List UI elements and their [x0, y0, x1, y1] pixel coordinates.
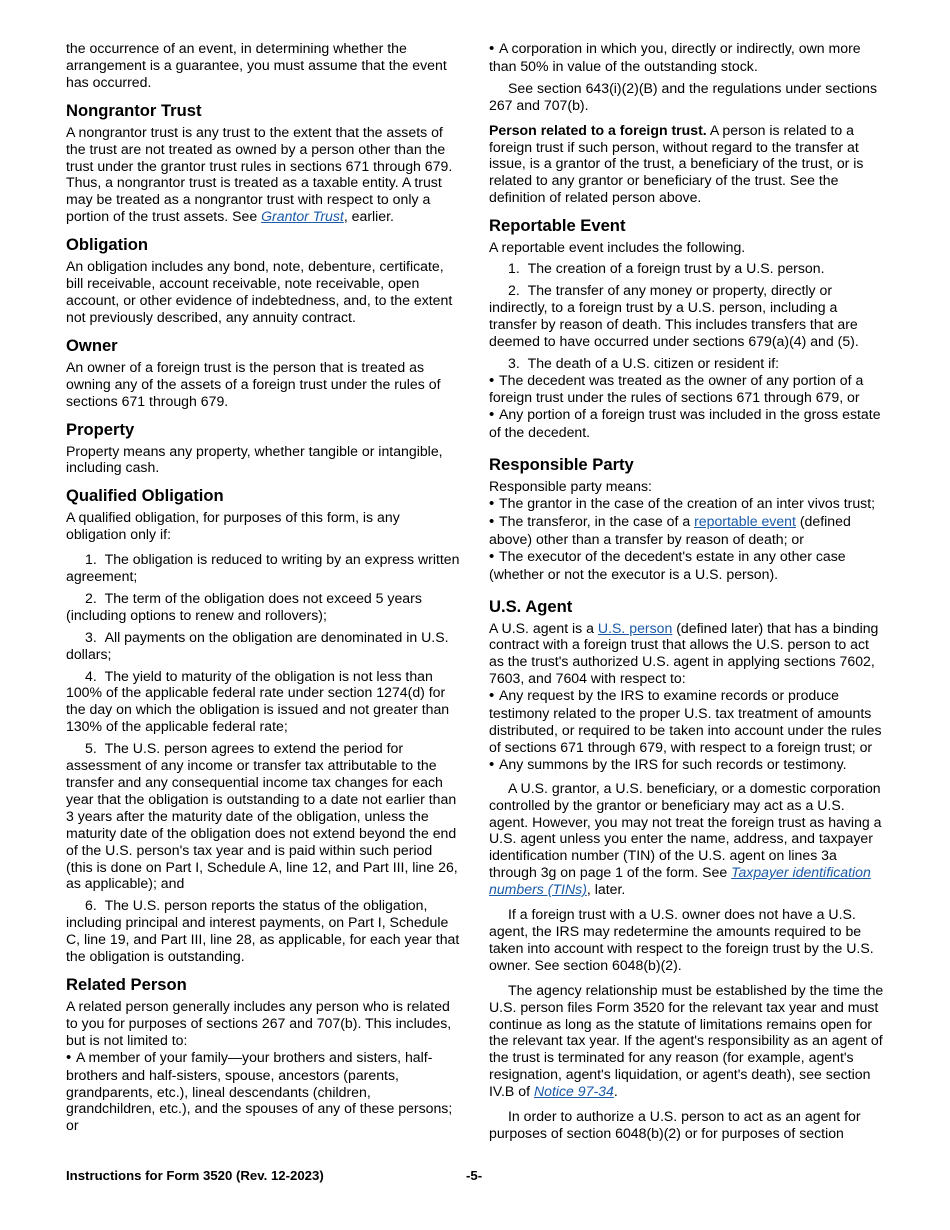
notice-97-34-link[interactable]: Notice 97-34	[533, 1083, 614, 1100]
related-bullet-corporation: • A corporation in which you, directly or indirectly, own more than 50% in value of the outstanding stock.	[489, 40, 885, 75]
reportable-event-link[interactable]: reportable event	[694, 512, 796, 529]
reportable-item-1: 1. The creation of a foreign trust by a U.S. person.	[508, 260, 825, 277]
heading-reportable-event: Reportable Event	[489, 216, 626, 236]
section-reportable-event	[489, 216, 885, 441]
person-related-label: Person related to a foreign trust.	[489, 121, 707, 138]
section-related-person	[66, 975, 462, 1134]
us-agent-para-1-a: A U.S. grantor, a U.S. beneficiary, or a domestic corporation controlled by the grantor or beneficiary may act as a U.S. agent. However, you may not treat the foreign trust as having a U.S. agent unless you enter the name, address, and taxpayer identification number (TIN) of the U.S. agent on lines 3a through 3g on page 1 of the form. See	[489, 779, 882, 881]
heading-nongrantor-trust: Nongrantor Trust	[66, 100, 202, 120]
reportable-item-2: 2. The transfer of any money or property, directly or indirectly, to a foreign trust by a U.S. person, including a transfer by reason of death. This includes transfers that are deemed to have occurred under sections 679(a)(4) and (5).	[489, 281, 859, 349]
qualified-item-2: 2. The term of the obligation does not exceed 5 years (including options to renew and rollovers);	[66, 589, 422, 623]
intro-paragraph: the occurrence of an event, in determining whether the arrangement is a guarantee, you must assume that the event has occurred.	[66, 40, 447, 90]
us-agent-para-2: If a foreign trust with a U.S. owner does not have a U.S. agent, the IRS may redetermine the amounts required to be taken into account with respect to the foreign trust by the U.S. owner. See section 6048(b)(2).	[489, 906, 874, 973]
responsible-intro: Responsible party means:	[489, 478, 652, 495]
related-bullet-family: • A member of your family—your brothers and sisters, half-brothers and half-sisters, spouse, ancestors (parents, grandparents, etc.), lineal descendants (children, grandchildren, etc.), and the spouses of any of these persons; or	[66, 1049, 462, 1135]
us-agent-para-1-b: , later.	[586, 881, 626, 898]
grantor-trust-link[interactable]: Grantor Trust	[261, 208, 344, 225]
obligation-body: An obligation includes any bond, note, debenture, certificate, bill receivable, account receivable, note receivable, open account, or other evidence of indebtedness, and, to the extent not previously described, any annuity contract.	[66, 258, 453, 325]
us-agent-intro-b: (defined later) that has a binding contract with a foreign trust that allows the U.S. person to act as the trust's authorized U.S. agent in applying sections 7602, 7603, and 7604 with respect to:	[489, 619, 879, 687]
us-agent-para-1	[489, 780, 885, 898]
us-agent-para-3-b: .	[613, 1083, 618, 1100]
qualified-item-1: 1. The obligation is reduced to writing by an express written agreement;	[66, 551, 460, 585]
us-agent-intro-a: A U.S. agent is a	[489, 619, 598, 636]
qualified-intro: A qualified obligation, for purposes of this form, is any obligation only if:	[66, 509, 400, 543]
heading-us-agent: U.S. Agent	[489, 596, 573, 616]
footer-form-title: Instructions for Form 3520 (Rev. 12-2023)	[66, 1168, 324, 1183]
responsible-bullet-2-a: The transferor, in the case of a	[499, 512, 695, 529]
nongrantor-text-a: A nongrantor trust is any trust to the extent that the assets of the trust are not treated as owned by a person other than the trust under the grantor trust rules in sections 671 through 679. Thus, a nongrantor trust is treated as a taxable entity. A trust may be treated as a nongrantor trust with respect to only a portion of the trust assets. See	[66, 123, 453, 225]
related-intro: A related person generally includes any person who is related to you for purposes of sections 267 and 707(b). This includes, but is not limited to:	[66, 997, 452, 1048]
us-agent-para-3	[489, 982, 885, 1100]
us-agent-bullet-2: • Any summons by the IRS for such records or testimony.	[489, 756, 885, 774]
section-property	[66, 420, 462, 477]
heading-obligation: Obligation	[66, 235, 149, 255]
right-column	[489, 40, 885, 1150]
responsible-bullet-3: • The executor of the decedent's estate in any other case (whether or not the executor is a U.S. person).	[489, 548, 885, 583]
responsible-bullet-1: • The grantor in the case of the creation of an inter vivos trust;	[489, 495, 885, 513]
nongrantor-body	[66, 124, 462, 225]
heading-related-person: Related Person	[66, 974, 187, 994]
nongrantor-text-b: , earlier.	[343, 208, 394, 225]
see-section-paragraph: See section 643(i)(2)(B) and the regulations under sections 267 and 707(b).	[489, 79, 877, 113]
qualified-item-3: 3. All payments on the obligation are denominated in U.S. dollars;	[66, 628, 449, 662]
us-person-link[interactable]: U.S. person	[597, 619, 673, 636]
section-us-agent	[489, 597, 885, 1142]
us-agent-para-3-a: The agency relationship must be established by the time the U.S. person files Form 3520 for the relevant tax year and must continue as long as the statute of limitations remains open for the relevant tax year. If the agent's responsibility as an agent of the trust is terminated for any reason (for example, agent's resignation, agent's liquidation, or agent's death), see section IV.B of	[489, 981, 884, 1100]
owner-body: An owner of a foreign trust is the person that is treated as owning any of the assets of a foreign trust under the rules of sections 671 through 679.	[66, 358, 441, 409]
reportable-item-3: 3. The death of a U.S. citizen or resident if:	[508, 354, 780, 371]
property-body: Property means any property, whether tangible or intangible, including cash.	[66, 442, 443, 476]
section-obligation	[66, 235, 462, 326]
reportable-bullet-2: • Any portion of a foreign trust was included in the gross estate of the decedent.	[489, 406, 885, 441]
section-nongrantor-trust	[66, 101, 462, 225]
heading-property: Property	[66, 419, 135, 439]
qualified-item-4: 4. The yield to maturity of the obligation is not less than 100% of the applicable federal rate under section 1274(d) for the day on which the obligation is issued and not greater than 130% of the applicable federal rate;	[66, 667, 450, 735]
reportable-intro: A reportable event includes the following.	[489, 239, 746, 256]
tin-link[interactable]: Taxpayer identification numbers (TINs)	[489, 864, 871, 898]
person-related-body: A person is related to a foreign trust if such person, without regard to the transfer at issue, is a grantor of the trust, a beneficiary of the trust, or is related to any grantor or beneficiary of the trust. See the definition of related person above.	[489, 121, 864, 206]
heading-qualified-obligation: Qualified Obligation	[66, 486, 224, 506]
heading-responsible-party: Responsible Party	[489, 455, 634, 475]
left-column	[66, 40, 462, 1134]
responsible-bullet-2-b: (defined above) other than a transfer by reason of death; or	[489, 512, 851, 547]
footer-page-number: -5-	[466, 1168, 483, 1183]
responsible-bullet-2	[489, 513, 885, 548]
qualified-item-6: 6. The U.S. person reports the status of the obligation, including principal and interest payments, on Part I, Schedule C, line 19, and Part III, line 28, as applicable, for each year that the obligation is outstanding.	[66, 897, 460, 965]
reportable-bullet-1: • The decedent was treated as the owner of any portion of a foreign trust under the rules of sections 671 through 679, or	[489, 372, 885, 407]
us-agent-para-4: In order to authorize a U.S. person to act as an agent for purposes of section 6048(b)(2) or for purposes of section	[489, 1108, 861, 1141]
section-qualified-obligation	[66, 486, 462, 965]
section-responsible-party	[489, 455, 885, 582]
section-owner	[66, 336, 462, 410]
us-agent-intro	[489, 620, 885, 688]
qualified-item-5: 5. The U.S. person agrees to extend the period for assessment of any income or transfer tax attributable to the transfer and any consequential income tax changes for each year that the obligation is outstanding to a date not earlier than 3 years after the maturity date of the obligation, unless the maturity date of the obligation does not extend beyond the end of the U.S. person's tax year and is paid within such period (this is done on Part I, Schedule A, line 12, and Part III, line 26, as applicable); and	[66, 740, 458, 892]
heading-owner: Owner	[66, 335, 118, 355]
us-agent-bullet-1: • Any request by the IRS to examine records or produce testimony related to the proper U.S. tax treatment of amounts distributed, or required to be taken into account under the rules of sections 671 through 679, with respect to a foreign trust; or	[489, 687, 885, 756]
person-related-paragraph	[489, 122, 885, 207]
